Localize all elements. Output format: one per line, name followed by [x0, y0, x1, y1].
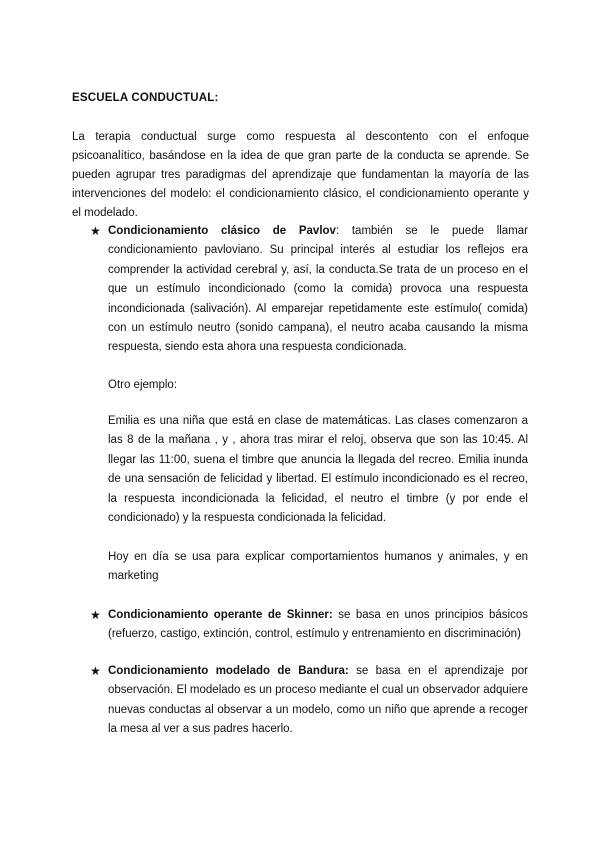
otro-ejemplo-label: Otro ejemplo: [108, 379, 178, 391]
bullet-bandura [90, 662, 528, 740]
star-bullet-icon: ★ [90, 608, 101, 622]
skinner-title: Condicionamiento operante de Skinner: [108, 609, 333, 621]
pavlov-text: : también se le puede llamar condicionamiento pavloviano. Su principal interés al estudiar los reflejos era comprender la actividad cerebral y, así, la conducta.Se trata de un proceso en el que un estímulo incondicionado (como la comida) provoca una respuesta incondicionada (salivación). Al emparejar repetidamente este estímulo( comida) con un estímulo neutro (sonido campana), el neutro acaba causando la misma respuesta, siendo esta ahora una respuesta condicionada. [108, 225, 529, 354]
bandura-title: Condicionamiento modelado de Bandura: [108, 665, 349, 677]
intro-paragraph: La terapia conductual surge como respuesta al descontento con el enfoque psicoanalítico, basándose en la idea de que gran parte de la conducta se aprende. Se pueden agrupar tres paradigmas del aprendizaje que fundamentan la mayoría de las intervenciones del modelo: el condicionamiento clásico, el condicionamiento operante y el modelado. [72, 131, 529, 219]
bandura-text: se basa en el aprendizaje por observación. El modelado es un proceso mediante el cual un observador adquiere nuevas conductas al observar a un modelo, como un niño que aprende a recoger la mesa al ver a sus padres hacerlo. [108, 665, 528, 736]
hoy-paragraph: Hoy en día se usa para explicar comportamientos humanos y animales, y en marketing [108, 551, 528, 583]
skinner-paragraph [108, 606, 528, 645]
pavlov-title: Condicionamiento clásico de Pavlov [108, 225, 336, 237]
star-bullet-icon: ★ [90, 664, 101, 678]
skinner-text: se basa en unos principios básicos (refuerzo, castigo, extinción, control, estímulo y entrenamiento en discriminación) [108, 609, 528, 641]
pavlov-paragraph [108, 222, 528, 358]
bullet-pavlov [90, 222, 528, 358]
star-bullet-icon: ★ [90, 224, 101, 238]
bullet-skinner [90, 606, 528, 645]
emilia-paragraph: Emilia es una niña que está en clase de matemáticas. Las clases comenzaron a las 8 de la mañana , y , ahora tras mirar el reloj, observa que son las 10:45. Al llegar las 11:00, suena el timbre que anuncia la llegada del recreo. Emilia inunda de una sensación de felicidad y libertad. El estímulo incondicionado es el recreo, la respuesta incondicionada la felicidad, el neutro el timbre (y por ende el condicionado) y la respuesta condicionada la felicidad. [108, 415, 528, 525]
bandura-paragraph [108, 662, 528, 740]
section-heading: ESCUELA CONDUCTUAL: [72, 92, 219, 104]
